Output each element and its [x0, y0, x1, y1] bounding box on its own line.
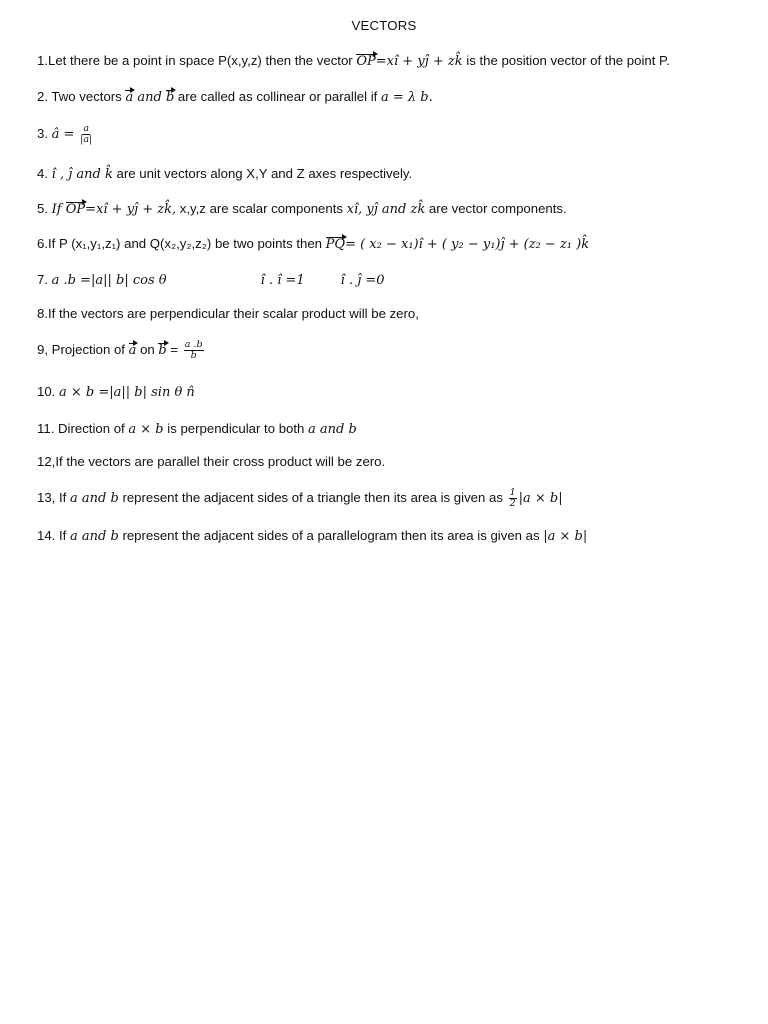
- item-14: [37, 528, 587, 544]
- item-7: [37, 272, 385, 288]
- parallelogram-area-formula: |a × b|: [543, 529, 588, 544]
- fraction-numerator: a: [83, 123, 89, 134]
- item-12: 12,If the vectors are parallel their cross product will be zero.: [37, 454, 386, 469]
- page-title: VECTORS: [351, 18, 417, 33]
- item-13-number: 13, If: [37, 489, 70, 505]
- item-10: [37, 384, 195, 400]
- item-3: [37, 124, 94, 145]
- item-9-text: 9, Projection of: [37, 341, 129, 357]
- item-5-number: 5.: [37, 201, 52, 216]
- unit-vector-fraction: [80, 124, 92, 145]
- item-1-suffix: is the position vector of the point P.: [462, 53, 670, 68]
- fraction-denominator: |a|: [80, 134, 93, 145]
- item-4-text: are unit vectors along X,Y and Z axes respectively.: [112, 166, 413, 181]
- item-5-if: If: [51, 202, 66, 217]
- vector-b: b: [165, 90, 175, 105]
- unit-vector-lhs: â =: [51, 126, 75, 142]
- vector-op-2: OP: [65, 202, 86, 217]
- item-5: [37, 201, 567, 217]
- item-4-formula: î , ĵ and k̂: [51, 167, 113, 182]
- item-11-tail: a and b: [308, 422, 357, 437]
- item-1: [37, 53, 670, 69]
- projection-fraction: [184, 340, 204, 361]
- item-5-suffix: are vector components.: [425, 201, 567, 216]
- item-10-number: 10.: [37, 384, 59, 399]
- item-14-number: 14. If: [37, 528, 70, 543]
- projection-numerator: a .b: [184, 339, 203, 350]
- item-5-mid: x,y,z are scalar components: [176, 201, 347, 216]
- vector-pq: PQ: [325, 237, 346, 252]
- item-2-text: 2. Two vectors: [37, 89, 126, 104]
- item-11: [37, 421, 357, 437]
- item-2: [37, 89, 433, 105]
- half-denominator: 2: [509, 498, 516, 509]
- dot-product-formula: a .b =|a|| b| cos θ: [51, 273, 167, 288]
- item-11-mid: is perpendicular to both: [163, 421, 309, 436]
- item-4-number: 4.: [37, 166, 52, 181]
- item-3-number: 3.: [37, 125, 52, 141]
- item-13-vectors: a and b: [70, 490, 119, 506]
- half-fraction: [509, 488, 517, 509]
- item-14-text: represent the adjacent sides of a parallelogram then its area is given as: [118, 528, 544, 543]
- vector-b-2: b: [158, 342, 167, 358]
- item-6: [37, 236, 589, 252]
- item-9: [37, 340, 206, 361]
- item-4: [37, 166, 412, 182]
- vector-op: OP: [356, 54, 376, 69]
- item-6-formula: = ( x₂ − x₁)î + ( y₂ − y₁)ĵ + (z₂ − z₁ )k̂: [345, 237, 590, 252]
- item-8: 8.If the vectors are perpendicular their scalar product will be zero,: [37, 306, 419, 321]
- unit-dot-same: î . î =1: [260, 273, 305, 288]
- projection-denominator: b: [190, 350, 197, 361]
- item-2-mid: are called as collinear or parallel if: [174, 89, 381, 104]
- item-2-formula: a = λ b.: [380, 90, 433, 105]
- item-11-formula: a × b: [128, 422, 164, 437]
- item-13-text: represent the adjacent sides of a triangle then its area is given as: [118, 489, 507, 505]
- item-14-vectors: a and b: [70, 529, 119, 544]
- triangle-area-formula: |a × b|: [518, 490, 563, 506]
- item-13: [37, 488, 563, 509]
- item-7-number: 7.: [37, 272, 52, 287]
- half-numerator: 1: [509, 487, 516, 498]
- and-word: and: [133, 90, 166, 105]
- cross-product-formula: a × b =|a|| b| sin θ n̂: [59, 385, 195, 400]
- item-1-text: 1.Let there be a point in space P(x,y,z) then the vector: [37, 53, 357, 68]
- vector-a-2: a: [128, 342, 137, 358]
- item-5-formula: =xî + yĵ + zk̂,: [85, 202, 177, 217]
- vector-a: a: [125, 90, 134, 105]
- item-11-text: 11. Direction of: [37, 421, 129, 436]
- item-9-eq: =: [166, 341, 179, 357]
- item-1-formula: =xî + yĵ + zk̂: [375, 54, 463, 69]
- item-6-text: 6.If P (x₁,y₁,z₁) and Q(x₂,y₂,z₂) be two points then: [37, 236, 326, 251]
- item-5-components: xî, yĵ and zk̂: [346, 202, 426, 217]
- unit-dot-different: î . ĵ =0: [340, 273, 385, 288]
- item-9-on: on: [136, 341, 159, 357]
